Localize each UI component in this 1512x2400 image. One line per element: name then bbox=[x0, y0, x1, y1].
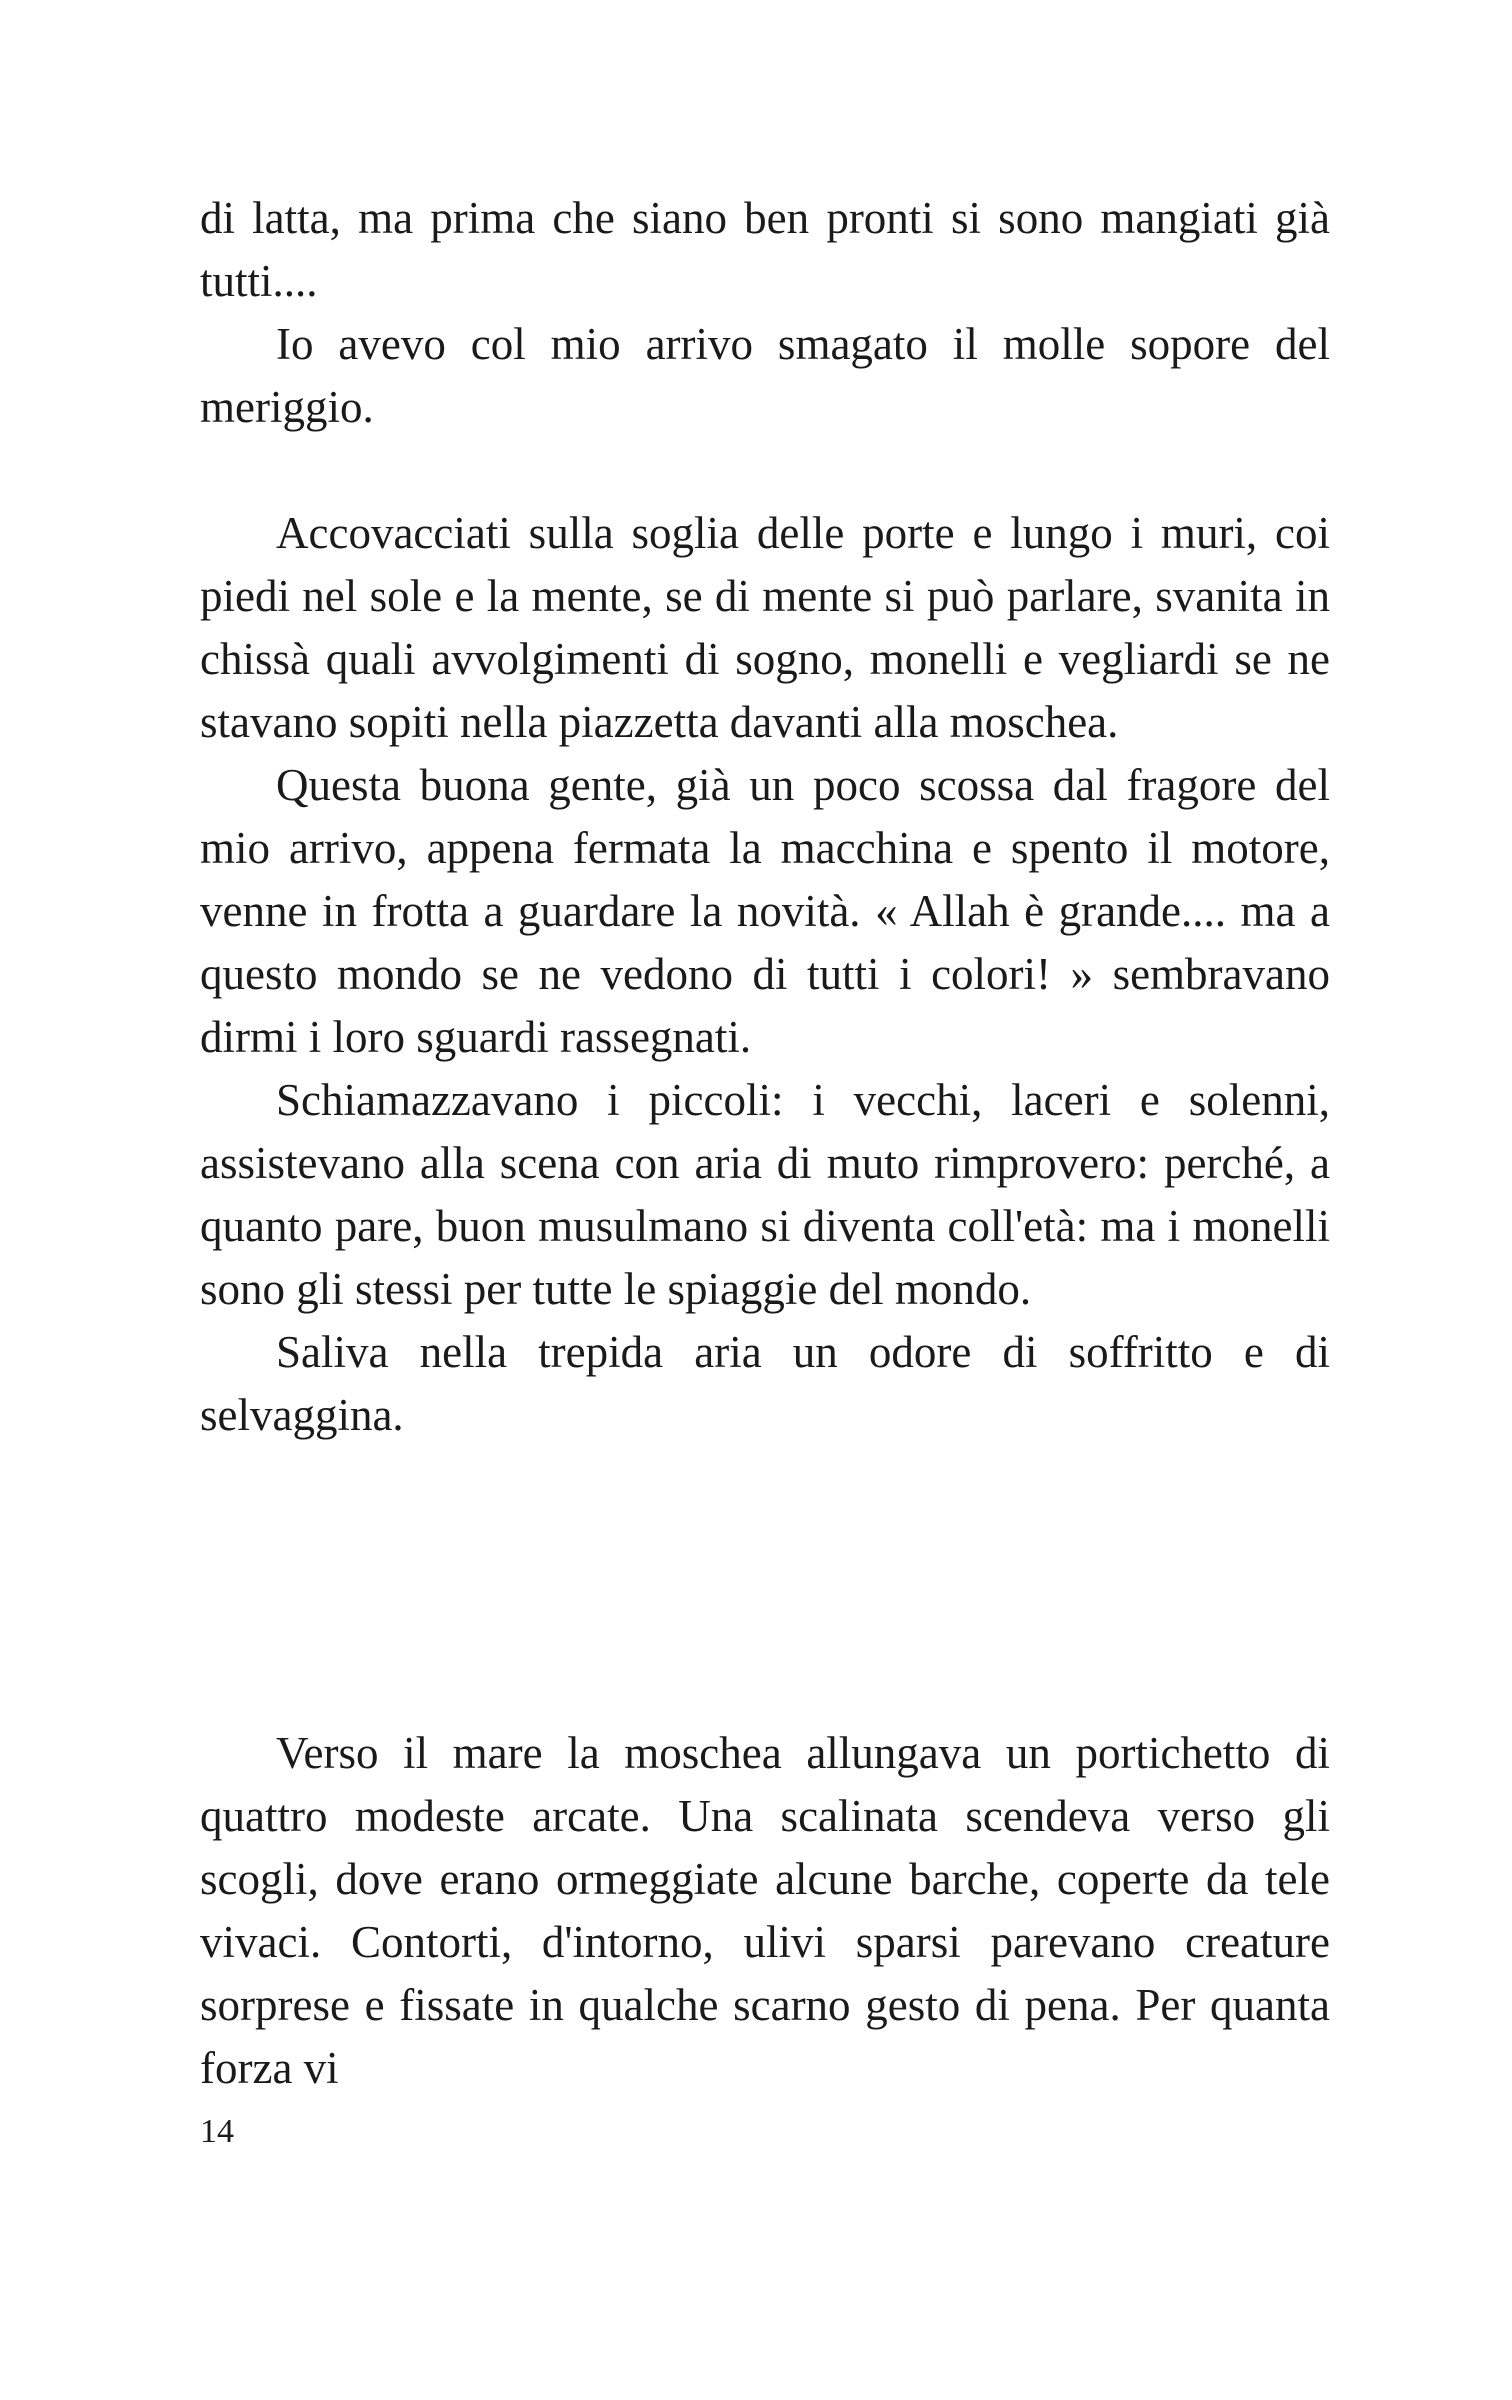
page-number: 14 bbox=[200, 2113, 234, 2150]
paragraph: Verso il mare la moschea allungava un portichetto di quattro modeste arcate. Una scalinata scendeva verso gli scogli, dove erano ormeggiate alcune barche, coperte da tele vivaci. Contorti, d'intorno, ulivi sparsi parevano creature sorprese e fissate in qualche scarno gesto di pena. Per quanta forza vi bbox=[200, 1728, 1330, 2093]
text-block-piazzetta bbox=[200, 502, 1330, 1447]
paragraph: Schiamazzavano i piccoli: i vecchi, laceri e solenni, assistevano alla scena con aria di muto rimprovero: perché, a quanto pare, buon musulmano si diventa coll'età: ma i monelli sono gli stessi per tutte le spiaggie del mondo. bbox=[200, 1075, 1330, 1314]
paragraph: Io avevo col mio arrivo smagato il molle sopore del meriggio. bbox=[200, 319, 1330, 432]
paragraph: Saliva nella trepida aria un odore di soffritto e di selvaggina. bbox=[200, 1327, 1330, 1440]
text-block-moschea bbox=[200, 1722, 1330, 2100]
paragraph: Accovacciati sulla soglia delle porte e lungo i muri, coi piedi nel sole e la mente, se di mente si può parlare, svanita in chissà quali avvolgimenti di sogno, monelli e vegliardi se ne stavano sopiti nella piazzetta davanti alla moschea. bbox=[200, 508, 1330, 747]
paragraph: Questa buona gente, già un poco scossa dal fragore del mio arrivo, appena fermata la macchina e spento il motore, venne in frotta a guardare la novità. « Allah è grande.... ma a questo mondo se ne vedono di tutti i colori! » sembravano dirmi i loro sguardi rassegnati. bbox=[200, 760, 1330, 1062]
text-block-continuation bbox=[200, 187, 1330, 439]
paragraph: di latta, ma prima che siano ben pronti si sono mangiati già tutti.... bbox=[200, 193, 1330, 306]
